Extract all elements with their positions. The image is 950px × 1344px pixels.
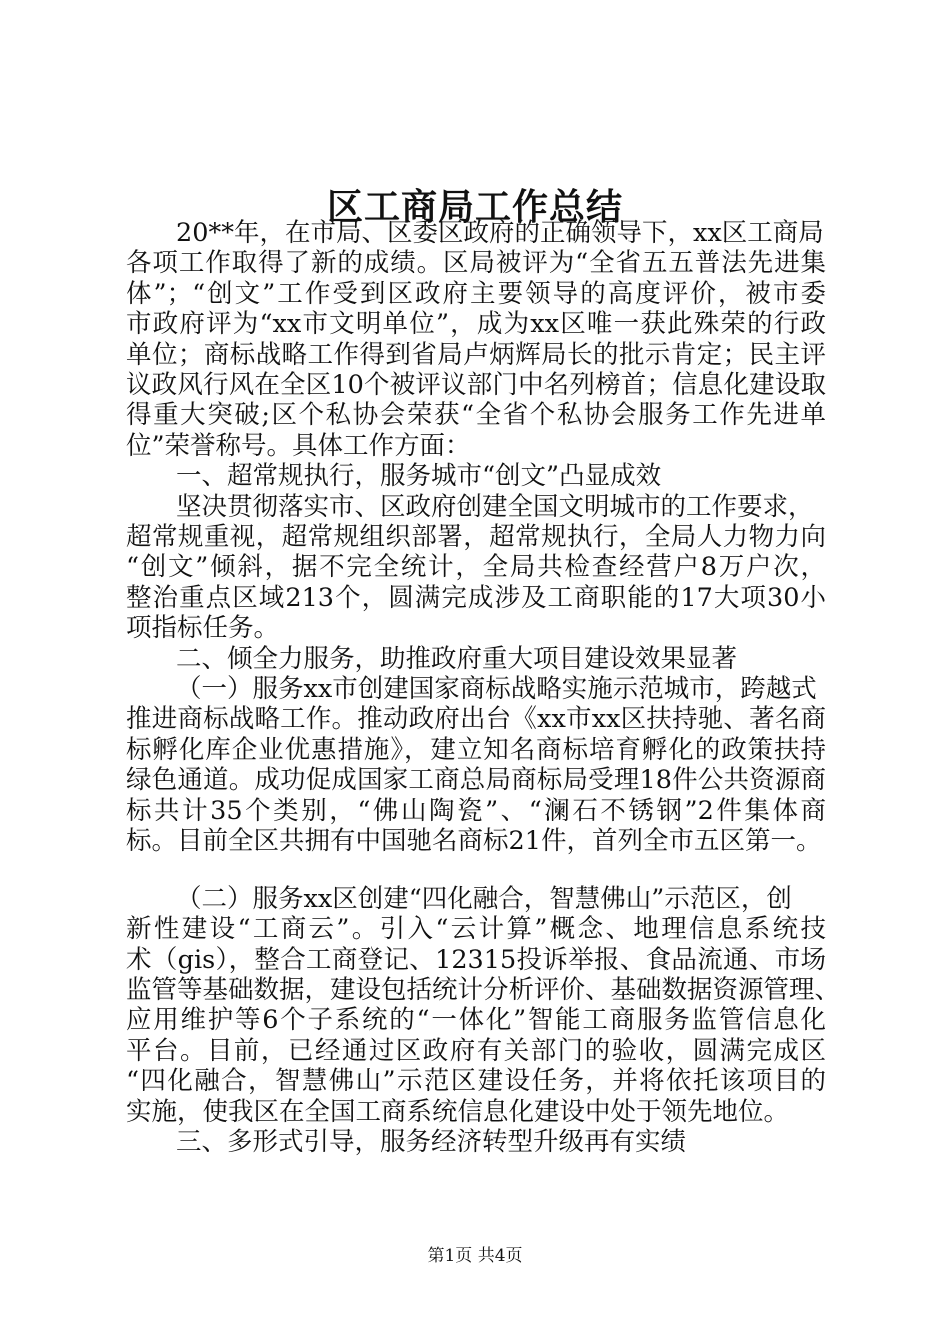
paragraph-line: （二）服务xx区创建“四化融合，智慧佛山”示范区，创: [176, 884, 792, 914]
paragraph-line: 标共计35个类别，“佛山陶瓷”、“澜石不锈钢”2件集体商: [126, 796, 826, 826]
paragraph-line: 推进商标战略工作。推动政府出台《xx市xx区扶持驰、著名商: [126, 704, 826, 734]
paragraph-line: 议政风行风在全区10个被评议部门中名列榜首；信息化建设取: [126, 370, 826, 400]
paragraph-line: “四化融合，智慧佛山”示范区建设任务，并将依托该项目的: [126, 1066, 826, 1096]
page-number: 第1页 共4页: [427, 1246, 523, 1266]
document-title: 区工商局工作总结: [326, 186, 623, 228]
paragraph-line: 术（gis），整合工商登记、12315投诉举报、食品流通、市场: [126, 945, 826, 975]
paragraph-line: 市政府评为“xx市文明单位”，成为xx区唯一获此殊荣的行政: [126, 309, 826, 339]
paragraph-line: 平台。目前，已经通过区政府有关部门的验收，圆满完成区: [126, 1036, 826, 1066]
paragraph-line: “创文”倾斜，据不完全统计，全局共检查经营户8万户次，: [126, 552, 826, 582]
paragraph-line: 单位；商标战略工作得到省局卢炳辉局长的批示肯定；民主评: [126, 340, 826, 370]
paragraph-line: 标孵化库企业优惠措施》，建立知名商标培育孵化的政策扶持: [126, 735, 826, 765]
paragraph-line: 超常规重视，超常规组织部署，超常规执行，全局人力物力向: [126, 522, 826, 552]
paragraph-line: 各项工作取得了新的成绩。区局被评为“全省五五普法先进集: [126, 248, 826, 278]
paragraph-line: 监管等基础数据，建设包括统计分析评价、基础数据资源管理、: [126, 975, 841, 1005]
paragraph-line: 应用维护等6个子系统的“一体化”智能工商服务监管信息化: [126, 1005, 826, 1035]
section-heading: 一、超常规执行，服务城市“创文”凸显成效: [176, 461, 662, 491]
paragraph-line: 整治重点区域213个，圆满完成涉及工商职能的17大项30小: [126, 583, 826, 613]
paragraph-line: 实施，使我区在全国工商系统信息化建设中处于领先地位。: [126, 1097, 790, 1127]
paragraph-line: 绿色通道。成功促成国家工商总局商标局受理18件公共资源商: [126, 765, 826, 795]
paragraph-line: 体”；“创文”工作受到区政府主要领导的高度评价，被市委: [126, 279, 826, 309]
paragraph-line: 坚决贯彻落实市、区政府创建全国文明城市的工作要求，: [176, 492, 814, 522]
paragraph-line: （一）服务xx市创建国家商标战略实施示范城市，跨越式: [176, 674, 817, 704]
paragraph-line: 项指标任务。: [126, 613, 280, 643]
section-heading: 二、倾全力服务，助推政府重大项目建设效果显著: [176, 644, 738, 674]
paragraph-line: 标。目前全区共拥有中国驰名商标21件，首列全市五区第一。: [126, 826, 822, 856]
section-heading: 三、多形式引导，服务经济转型升级再有实绩: [176, 1127, 687, 1157]
paragraph-line: 得重大突破;区个私协会荣获“全省个私协会服务工作先进单: [126, 400, 826, 430]
paragraph-line: 位”荣誉称号。具体工作方面：: [126, 431, 471, 461]
paragraph-line: 20**年，在市局、区委区政府的正确领导下，xx区工商局: [176, 218, 824, 248]
paragraph-line: 新性建设“工商云”。引入“云计算”概念、地理信息系统技: [126, 914, 826, 944]
